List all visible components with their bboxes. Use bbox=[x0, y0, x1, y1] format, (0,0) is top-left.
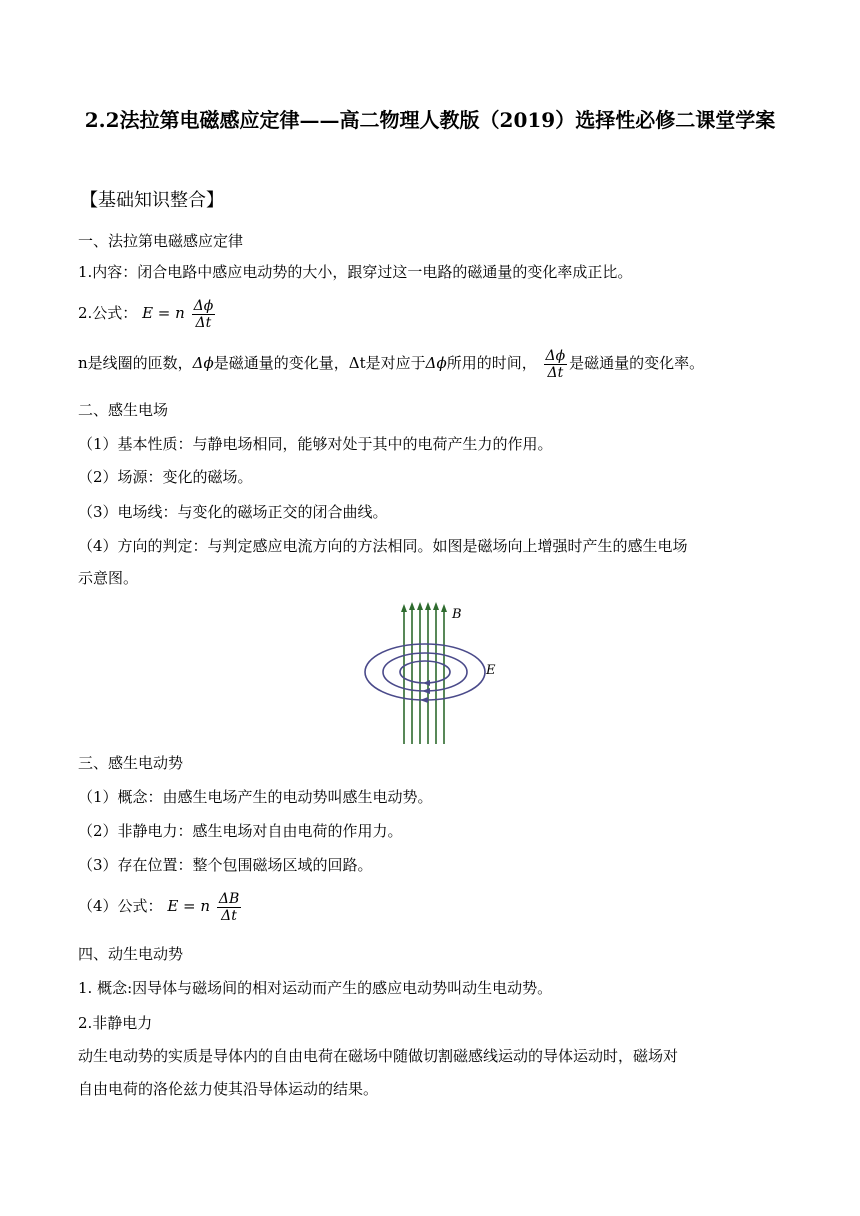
s1-formula-numerator: Δϕ bbox=[193, 297, 214, 314]
s1-explain-c: 是对应于 bbox=[365, 354, 426, 372]
s3-heading: 三、感生电动势 bbox=[78, 754, 184, 772]
s1-formula-lhs: E = n bbox=[142, 304, 185, 322]
s2-item-5: 示意图。 bbox=[78, 569, 139, 587]
magnetic-field-lines bbox=[404, 608, 444, 744]
s4-heading: 四、动生电动势 bbox=[78, 945, 184, 963]
s2-item-2: （2）场源：变化的磁场。 bbox=[78, 468, 253, 486]
s1-explain-dt: Δt bbox=[348, 354, 366, 372]
diagram-label-e: E bbox=[486, 663, 496, 678]
s1-formula-label: 2.公式： bbox=[78, 304, 138, 322]
s1-content: 1.内容：闭合电路中感应电动势的大小，跟穿过这一电路的磁通量的变化率成正比。 bbox=[78, 263, 633, 281]
s3-formula-label: （4）公式： bbox=[78, 897, 163, 915]
s2-item-3: （3）电场线：与变化的磁场正交的闭合曲线。 bbox=[78, 503, 388, 521]
s2-item-4: （4）方向的判定：与判定感应电流方向的方法相同。如图是磁场向上增强时产生的感生电场 bbox=[78, 537, 688, 555]
s1-explain-dphi2: Δϕ bbox=[425, 354, 447, 372]
s1-formula bbox=[78, 296, 217, 331]
s1-explain-fraction bbox=[544, 348, 568, 381]
s3-formula-fraction bbox=[217, 891, 241, 924]
field-arrowheads bbox=[401, 602, 447, 612]
s3-item-2: （2）非静电力：感生电场对自由电荷的作用力。 bbox=[78, 822, 403, 840]
s4-para-1: 动生电动势的实质是导体内的自由电荷在磁场中随做切割磁感线运动的导体运动时，磁场对 bbox=[78, 1047, 679, 1065]
s1-explanation bbox=[78, 346, 704, 381]
s1-formula-fraction bbox=[192, 298, 216, 331]
s1-formula-denominator: Δt bbox=[195, 314, 212, 331]
s3-formula bbox=[78, 889, 243, 924]
s2-item-1: （1）基本性质：与静电场相同，能够对处于其中的电荷产生力的作用。 bbox=[78, 435, 553, 453]
s3-item-1: （1）概念：由感生电场产生的电动势叫感生电动势。 bbox=[78, 788, 433, 806]
s3-formula-numerator: ΔB bbox=[218, 890, 240, 907]
s4-item-2: 2.非静电力 bbox=[78, 1014, 153, 1032]
induced-electric-field-diagram bbox=[360, 600, 500, 744]
s1-explain-b: 是磁通量的变化量， bbox=[213, 354, 349, 372]
document-title: 2.2法拉第电磁感应定律——高二物理人教版（2019）选择性必修二课堂学案 bbox=[84, 108, 776, 132]
s3-formula-lhs: E = n bbox=[167, 897, 211, 915]
s2-heading: 二、感生电场 bbox=[78, 401, 169, 419]
s1-explain-e: 是磁通量的变化率。 bbox=[569, 354, 705, 372]
s1-explain-a: n是线圈的匝数， bbox=[78, 354, 193, 372]
s1-explain-frac-num: Δϕ bbox=[545, 347, 566, 364]
s1-heading: 一、法拉第电磁感应定律 bbox=[78, 232, 244, 250]
s4-item-1: 1. 概念:因导体与磁场间的相对运动而产生的感应电动势叫动生电动势。 bbox=[78, 979, 553, 997]
s3-formula-denominator: Δt bbox=[221, 907, 237, 924]
section-heading: 【基础知识整合】 bbox=[80, 190, 224, 211]
s1-explain-d: 所用的时间， bbox=[446, 354, 537, 372]
s1-explain-frac-den: Δt bbox=[547, 364, 564, 381]
s4-para-2: 自由电荷的洛伦兹力使其沿导体运动的结果。 bbox=[78, 1080, 379, 1098]
diagram-label-b: B bbox=[452, 607, 462, 622]
s3-item-3: （3）存在位置：整个包围磁场区域的回路。 bbox=[78, 856, 373, 874]
s1-explain-dphi: Δϕ bbox=[192, 354, 214, 372]
